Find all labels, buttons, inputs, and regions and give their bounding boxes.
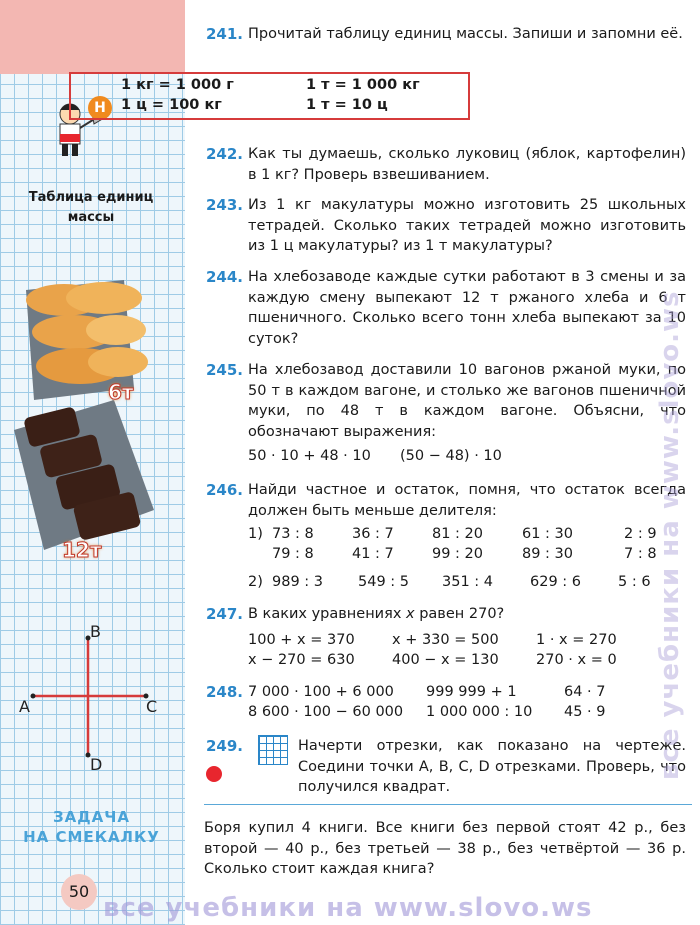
part-label: 2) [248,574,263,590]
mascot-badge: Н [88,96,112,120]
division-item: 41 : 7 [352,546,394,562]
exercise-text-part-b: равен 270? [419,606,505,622]
division-item: 61 : 30 [522,526,574,542]
bread-illustration [14,270,174,574]
page-number: 50 [61,874,97,910]
equation: 100 + x = 370 [248,632,355,648]
sidebar-heading [6,188,176,228]
point-b-label: B [90,622,101,641]
expression: 45 · 9 [564,704,606,720]
exercise-number: 248. [206,683,244,701]
division-item: 629 : 6 [530,574,582,590]
division-item: 351 : 4 [442,574,494,590]
puzzle-text: Боря купил 4 книги. Все книги без первой стоят 42 р., без второй — 40 р., без третьей — 38 р., без четвёртой — 36 р. Сколько стоит каждая книга? [204,820,686,877]
bread-weight-badge-6: 6т [108,380,134,404]
exercise-text: Найди частное и остаток, помня, что остаток всегда должен быть меньше делителя: [248,482,686,519]
division-item: 549 : 5 [358,574,410,590]
exercise-text: На хлебозаводе каждые сутки работают в 3 смены и за каждую смену выпекают 12 т ржаного хлеба и 6 т пшеничного. Сколько всего тонн хлеба выпекают за 10 суток? [248,269,686,347]
puzzle-heading-line1: ЗАДАЧА [53,808,130,826]
exercise-text: Прочитай таблицу единиц массы. Запиши и запомни её. [248,26,683,42]
expression: 8 600 · 100 − 60 000 [248,704,404,720]
division-item: 73 : 8 [272,526,314,542]
exercise-text [248,604,504,625]
exercise-number: 243. [206,196,244,214]
sidebar-heading-line2: массы [67,210,115,225]
mass-table-cell: 1 кг = 1 000 г [121,77,234,93]
exercise-text: На хлебозавод доставили 10 вагонов ржаной муки, по 50 т в каждом вагоне, и столько же вагонов пшеничной муки, по 48 т в каждом вагоне. Объясни, что обозначают выражения: [248,362,686,440]
sidebar-heading-line1: Таблица единиц [28,190,154,205]
equation: x − 270 = 630 [248,652,355,668]
expression-2: (50 − 48) · 10 [400,448,502,464]
mass-units-table [69,72,470,120]
exercise-number: 241. [206,25,244,43]
bread-weight-badge-12: 12т [62,538,102,562]
point-c-label: C [146,697,158,716]
expression: 7 000 · 100 + 6 000 [248,684,394,700]
mass-table-cell: 1 ц = 100 кг [121,97,222,113]
equation: x + 330 = 500 [392,632,499,648]
exercise-text: Начерти отрезки, как показано на чертеже. Соедини точки A, B, C, D отрезками. Проверь, что получился квадрат. [298,738,686,795]
division-item: 36 : 7 [352,526,394,542]
watermark-vertical: все учебники на www.slovo.ws [655,290,685,780]
grid-paper-icon [258,735,288,765]
division-item: 2 : 9 [624,526,657,542]
equation: 270 · x = 0 [536,652,617,668]
division-item: 5 : 6 [618,574,651,590]
equation: 400 − x = 130 [392,652,499,668]
point-d-label: D [90,755,103,774]
division-item: 89 : 30 [522,546,574,562]
puzzle-divider [204,804,692,805]
division-item: 81 : 20 [432,526,484,542]
division-item: 99 : 20 [432,546,484,562]
sidebar [0,0,185,925]
exercise-number: 244. [206,268,244,286]
exercise-number: 247. [206,605,244,623]
puzzle-heading [4,807,179,847]
division-item: 989 : 3 [272,574,324,590]
exercise-number: 246. [206,481,244,499]
exercise-number: 242. [206,145,244,163]
exercise-number: 249. [206,737,244,755]
exercise-text: Из 1 кг макулатуры можно изготовить 25 школьных тетрадей. Сколько таких тетрадей можно изготовить из 1 ц макулатуры? из 1 т макулатуры? [248,197,686,254]
mass-table-cell: 1 т = 10 ц [306,97,388,113]
exercise-text-part-a: В каких уравнениях [248,606,402,622]
variable-x: x [406,606,415,622]
exercise-text: Как ты думаешь, сколько луковиц (яблок, картофелин) в 1 кг? Проверь взвешиванием. [248,146,686,183]
expression: 64 · 7 [564,684,606,700]
puzzle-heading-line2: НА СМЕКАЛКУ [23,828,160,846]
equation: 1 · x = 270 [536,632,617,648]
watermark-bottom: все учебники на www.slovo.ws [103,893,593,923]
expression-1: 50 · 10 + 48 · 10 [248,448,371,464]
expression: 999 999 + 1 [426,684,517,700]
point-a-label: A [19,697,30,716]
division-item: 79 : 8 [272,546,314,562]
part-label: 1) [248,526,263,542]
expression: 1 000 000 : 10 [426,704,533,720]
division-item: 7 : 8 [624,546,657,562]
mass-table-cell: 1 т = 1 000 кг [306,77,420,93]
bread-loaves-icon [14,270,174,570]
difficulty-marker-icon [206,766,222,782]
sidebar-pink-header [0,0,185,74]
exercise-number: 245. [206,361,244,379]
